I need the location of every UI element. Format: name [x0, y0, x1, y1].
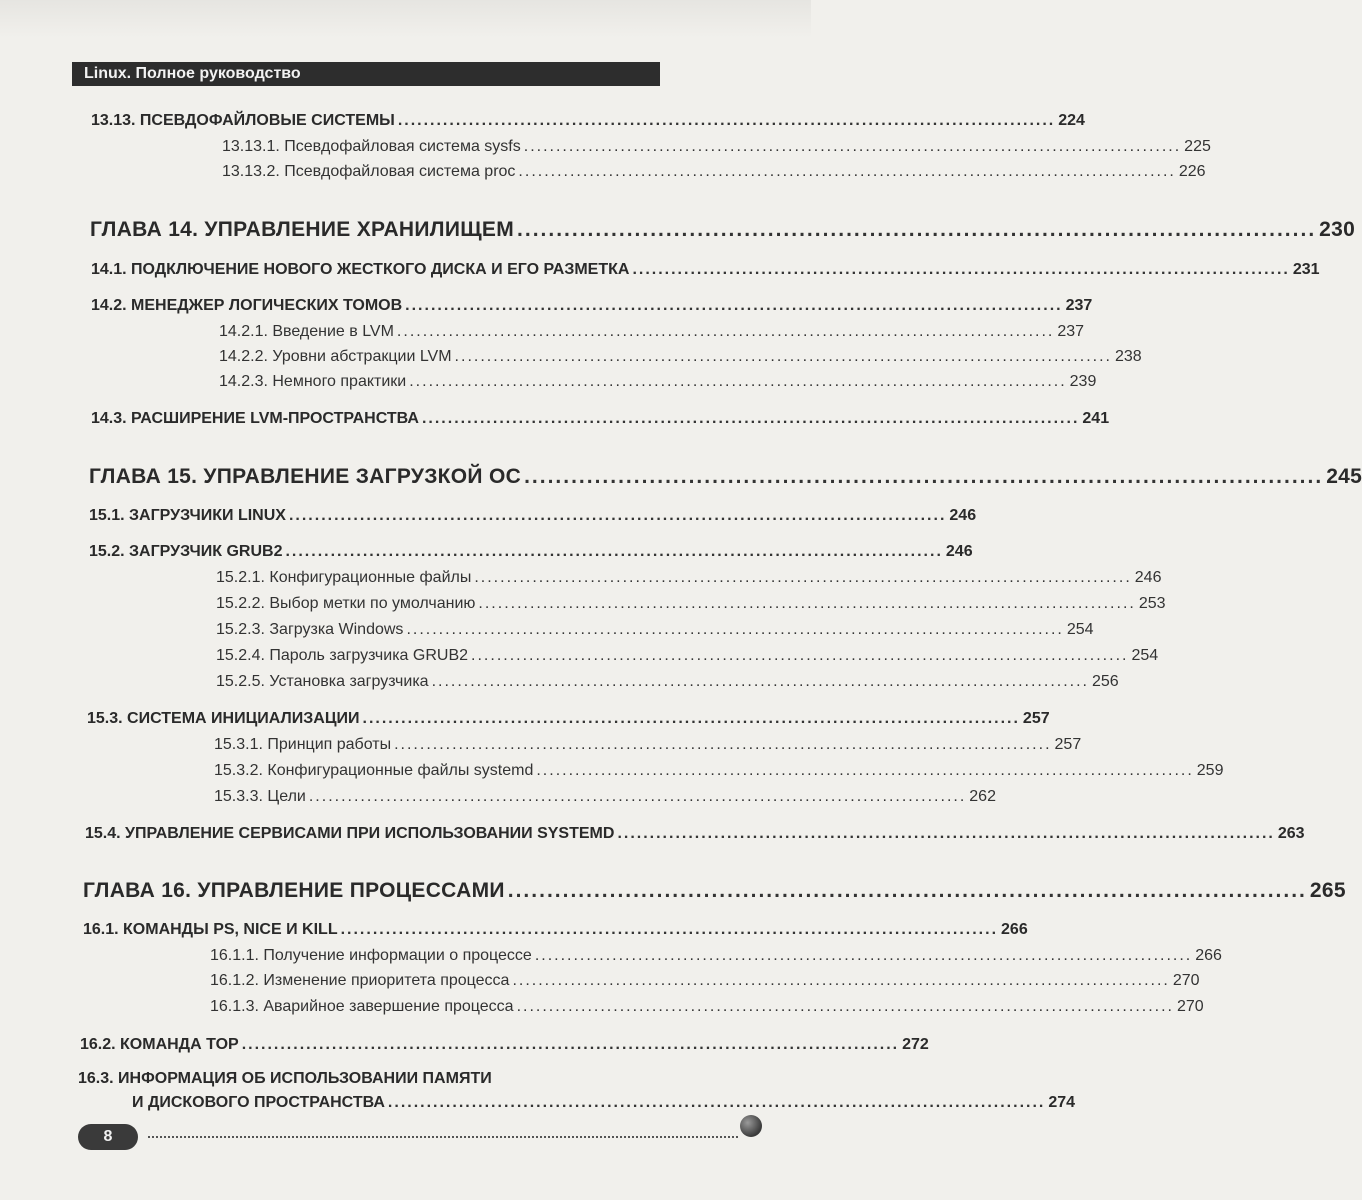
page-edge	[0, 0, 811, 38]
dot-leader: ......................................................................................................	[517, 218, 1317, 241]
dot-leader: ......................................................................................................	[507, 879, 1307, 902]
toc-page: 246	[949, 507, 977, 524]
toc-label: 14.2. МЕНЕДЖЕР ЛОГИЧЕСКИХ ТОМОВ	[91, 297, 403, 314]
toc-label: 14.3. РАСШИРЕНИЕ LVM-ПРОСТРАНСТВА	[91, 410, 419, 427]
dot-leader: ......................................................................................................	[387, 1094, 1046, 1111]
dot-leader: ......................................................................................................	[362, 710, 1020, 727]
toc-page: 226	[1178, 163, 1206, 180]
dot-leader: ......................................................................................................	[454, 348, 1112, 365]
toc-label: 15.3.3. Цели	[214, 788, 306, 805]
toc-subsection-16-1-1[interactable]	[210, 947, 1222, 965]
toc-label: 15.3. СИСТЕМА ИНИЦИАЛИЗАЦИИ	[87, 710, 360, 727]
toc-chapter-16[interactable]	[83, 879, 1346, 903]
toc-page: 230	[1319, 218, 1356, 241]
toc-section-14-1[interactable]	[91, 261, 1320, 279]
toc-page: 270	[1176, 998, 1204, 1015]
toc-page: 237	[1057, 323, 1085, 340]
toc-section-14-2[interactable]	[91, 297, 1093, 315]
toc-page: 225	[1184, 138, 1211, 155]
toc-page: 238	[1114, 348, 1142, 365]
toc-section-15-1[interactable]	[89, 507, 977, 525]
toc-label: 15.3.1. Принцип работы	[214, 736, 392, 753]
dot-leader: ......................................................................................................	[617, 825, 1275, 842]
toc-label: 15.2.3. Загрузка Windows	[216, 621, 404, 638]
toc-label: 13.13.2. Псевдофайловая система proc	[222, 163, 516, 180]
footer-ornament-icon	[740, 1115, 762, 1137]
toc-label: ГЛАВА 14. УПРАВЛЕНИЕ ХРАНИЛИЩЕМ	[90, 218, 515, 241]
toc-label: 15.2.4. Пароль загрузчика GRUB2	[216, 647, 469, 664]
toc-label: 15.2. ЗАГРУЗЧИК GRUB2	[89, 543, 283, 560]
dot-leader: ......................................................................................................	[396, 323, 1055, 340]
running-header	[72, 62, 660, 86]
toc-page: 254	[1066, 621, 1094, 638]
toc-label: 15.3.2. Конфигурационные файлы systemd	[214, 762, 534, 779]
toc-label: 15.4. УПРАВЛЕНИЕ СЕРВИСАМИ ПРИ ИСПОЛЬЗОВАНИИ SYSTEMD	[85, 825, 615, 842]
toc-label: 16.1.1. Получение информации о процессе	[210, 947, 532, 964]
toc-page: 266	[1001, 921, 1028, 938]
toc-label: 14.2.1. Введение в LVM	[219, 323, 394, 340]
toc-page: 270	[1172, 972, 1200, 989]
toc-page: 265	[1309, 879, 1346, 902]
book-title: Linux. Полное руководство	[84, 65, 301, 82]
toc-subsection-15-3-3[interactable]	[214, 788, 996, 806]
toc-page: 239	[1069, 373, 1097, 390]
toc-section-15-3[interactable]	[87, 710, 1050, 728]
toc-subsection-14-2-2[interactable]	[219, 348, 1142, 366]
toc-subsection-15-2-4[interactable]	[216, 647, 1159, 665]
toc-label: ГЛАВА 15. УПРАВЛЕНИЕ ЗАГРУЗКОЙ ОС	[89, 465, 522, 488]
dot-leader: ......................................................................................................	[406, 621, 1064, 638]
toc-page: 263	[1277, 825, 1305, 842]
toc-page: 245	[1326, 465, 1362, 488]
dot-leader: ......................................................................................................	[394, 736, 1052, 753]
dot-leader: ......................................................................................................	[397, 112, 1056, 129]
dot-leader: ......................................................................................................	[288, 507, 947, 524]
toc-label: 15.2.1. Конфигурационные файлы	[216, 569, 472, 586]
toc-section-16-2[interactable]	[80, 1036, 929, 1054]
toc-label: 14.2.3. Немного практики	[219, 373, 407, 390]
toc-subsection-16-1-2[interactable]	[210, 972, 1200, 990]
dot-leader: ......................................................................................................	[241, 1036, 900, 1053]
toc-page: 237	[1065, 297, 1093, 314]
toc-section-15-2[interactable]	[89, 543, 973, 561]
dot-leader: ......................................................................................................	[474, 569, 1132, 586]
toc-page: 259	[1196, 762, 1224, 779]
dot-leader: ......................................................................................................	[431, 673, 1089, 690]
toc-label: 14.2.2. Уровни абстракции LVM	[219, 348, 452, 365]
dot-leader: ......................................................................................................	[421, 410, 1080, 427]
toc-page: 266	[1195, 947, 1222, 964]
toc-section-16-3[interactable]	[132, 1094, 1076, 1112]
toc-label: И ДИСКОВОГО ПРОСТРАНСТВА	[132, 1094, 385, 1111]
dot-leader: ......................................................................................................	[524, 465, 1324, 488]
toc-label: 16.1.2. Изменение приоритета процесса	[210, 972, 510, 989]
dot-leader: ......................................................................................................	[285, 543, 943, 560]
toc-label: 16.1.3. Аварийное завершение процесса	[210, 998, 514, 1015]
toc-subsection-15-2-3[interactable]	[216, 621, 1094, 639]
toc-section-14-3[interactable]	[91, 410, 1110, 428]
toc-page: 257	[1022, 710, 1050, 727]
toc-page: 224	[1058, 112, 1085, 129]
toc-label: 16.1. КОМАНДЫ PS, NICE И KILL	[83, 921, 338, 938]
toc-label: 13.13.1. Псевдофайловая система sysfs	[222, 138, 521, 155]
toc-section-15-4[interactable]	[85, 825, 1305, 843]
toc-page: 262	[969, 788, 996, 805]
toc-page: 246	[1134, 569, 1162, 586]
toc-label: 15.2.2. Выбор метки по умолчанию	[216, 595, 476, 612]
toc-label: 14.1. ПОДКЛЮЧЕНИЕ НОВОГО ЖЕСТКОГО ДИСКА И ЕГО РАЗМЕТКА	[91, 261, 630, 278]
dot-leader: ......................................................................................................	[534, 947, 1193, 964]
dot-leader: ......................................................................................................	[340, 921, 999, 938]
footer-dotted-rule	[148, 1136, 738, 1138]
toc-page: 256	[1091, 673, 1119, 690]
dot-leader: ......................................................................................................	[471, 647, 1129, 664]
toc-page: 272	[902, 1036, 929, 1053]
dot-leader: ......................................................................................................	[536, 762, 1194, 779]
dot-leader: ......................................................................................................	[478, 595, 1136, 612]
toc-page: 274	[1048, 1094, 1076, 1111]
toc-page: 241	[1082, 410, 1110, 427]
dot-leader: ......................................................................................................	[632, 261, 1290, 278]
toc-label: 16.2. КОМАНДА TOP	[80, 1036, 239, 1053]
toc-label: ГЛАВА 16. УПРАВЛЕНИЕ ПРОЦЕССАМИ	[83, 879, 505, 902]
toc-page: 257	[1054, 736, 1082, 753]
dot-leader: ......................................................................................................	[512, 972, 1170, 989]
toc-subsection-14-2-3[interactable]	[219, 373, 1097, 391]
toc-label: 13.13. ПСЕВДОФАЙЛОВЫЕ СИСТЕМЫ	[91, 112, 395, 129]
page-number-badge: 8	[78, 1124, 138, 1150]
toc-page: 254	[1131, 647, 1159, 664]
dot-leader: ......................................................................................................	[405, 297, 1063, 314]
toc-label: 15.2.5. Установка загрузчика	[216, 673, 429, 690]
toc-label: 15.1. ЗАГРУЗЧИКИ LINUX	[89, 507, 286, 524]
toc-subsection-15-3-2[interactable]	[214, 762, 1224, 780]
toc-subsection-15-3-1[interactable]	[214, 736, 1082, 754]
dot-leader: ......................................................................................................	[516, 998, 1174, 1015]
toc-subsection-14-2-1[interactable]	[219, 323, 1085, 341]
toc-subsection-13-13-1[interactable]	[222, 138, 1211, 156]
dot-leader: ......................................................................................................	[518, 163, 1176, 180]
toc-page: 246	[945, 543, 973, 560]
dot-leader: ......................................................................................................	[308, 788, 967, 805]
toc-subsection-13-13-2[interactable]	[222, 163, 1206, 181]
toc-section-16-3-line1[interactable]: 16.3. ИНФОРМАЦИЯ ОБ ИСПОЛЬЗОВАНИИ ПАМЯТИ	[78, 1070, 492, 1087]
toc-section-16-1[interactable]	[83, 921, 1028, 939]
toc-chapter-15[interactable]	[89, 465, 1362, 489]
toc-subsection-15-2-1[interactable]	[216, 569, 1162, 587]
toc-page: 231	[1292, 261, 1320, 278]
toc-subsection-16-1-3[interactable]	[210, 998, 1204, 1016]
toc-subsection-15-2-2[interactable]	[216, 595, 1166, 613]
toc-subsection-15-2-5[interactable]	[216, 673, 1119, 691]
toc-page: 253	[1138, 595, 1166, 612]
toc-chapter-14[interactable]	[90, 218, 1356, 242]
toc-section-13-13[interactable]	[91, 112, 1085, 130]
dot-leader: ......................................................................................................	[523, 138, 1182, 155]
dot-leader: ......................................................................................................	[409, 373, 1067, 390]
